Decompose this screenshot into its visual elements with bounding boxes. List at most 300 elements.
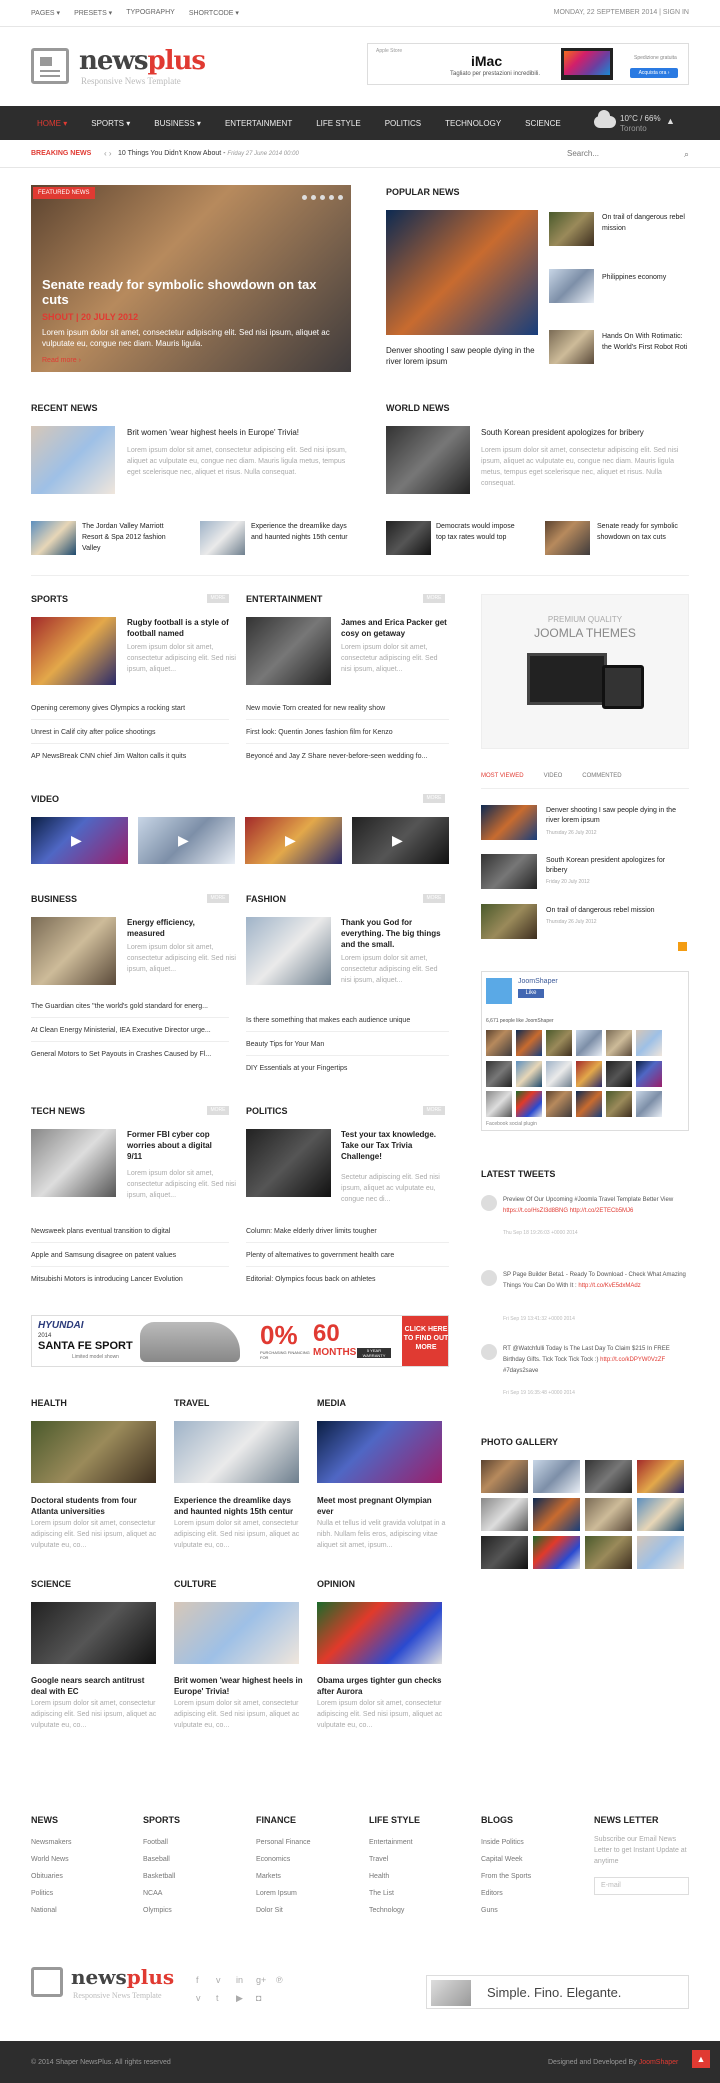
featured-slider[interactable] — [31, 185, 351, 372]
footer-link[interactable]: Politics — [31, 1890, 54, 1897]
divider — [31, 1242, 229, 1243]
entertainment-head[interactable]: James and Erica Packer get cosy on getaway — [341, 618, 447, 638]
travel-image[interactable] — [174, 1421, 299, 1483]
footer-col-news — [31, 1815, 71, 1919]
business-title: BUSINESS — [31, 894, 78, 904]
newspaper-icon — [31, 1967, 63, 1997]
fan-avatar[interactable] — [546, 1091, 572, 1117]
sports-head[interactable]: Rugby football is a style of football named — [127, 618, 229, 638]
ad-shipping: Spedizione gratuita — [634, 55, 677, 61]
divider — [246, 743, 449, 744]
fan-avatar[interactable] — [486, 1091, 512, 1117]
footer-link[interactable]: Baseball — [143, 1856, 170, 1863]
recent-title: RECENT NEWS — [31, 403, 98, 413]
politics-list-3[interactable]: Editorial: Olympics focus back on athletes — [246, 1276, 376, 1283]
popular-thumb-3[interactable] — [549, 330, 594, 364]
googleplus-icon[interactable]: g+ — [256, 1975, 267, 1985]
footer-logo-tagline: Responsive News Template — [73, 1991, 162, 2000]
business-image[interactable] — [31, 917, 116, 985]
nav-business[interactable]: BUSINESS ▾ — [154, 118, 201, 128]
business-list-1[interactable]: The Guardian cites "the world's gold standard for energ... — [31, 1003, 208, 1010]
footer-link[interactable]: NCAA — [143, 1890, 163, 1897]
back-to-top-button[interactable]: ▲ — [692, 2050, 710, 2068]
travel-head[interactable]: Experience the dreamlike days and haunted nights 15th centur — [174, 1496, 294, 1516]
sports-more-button[interactable]: MORE — [207, 594, 229, 603]
sports-list-3[interactable]: AP NewsBreak CNN chief Jim Walton calls it quits — [31, 753, 187, 760]
politics-head[interactable]: Test your tax knowledge. Take our Tax Trivia Challenge! — [341, 1130, 436, 1161]
divider — [31, 743, 229, 744]
play-icon[interactable]: ▶ — [285, 832, 296, 848]
copyright-bar — [0, 2041, 720, 2083]
gallery-photo[interactable] — [585, 1460, 632, 1493]
video-thumb-3[interactable] — [245, 817, 342, 864]
mv-date-1: Thursday 26 July 2012 — [546, 830, 597, 836]
health-title: HEALTH — [31, 1398, 67, 1408]
fan-avatar[interactable] — [546, 1061, 572, 1087]
play-icon[interactable]: ▶ — [71, 832, 82, 848]
entertainment-title: ENTERTAINMENT — [246, 594, 323, 604]
joomshaper-avatar — [486, 978, 512, 1004]
newsletter-title: NEWS LETTER — [594, 1815, 659, 1825]
nav-science[interactable]: SCIENCE — [525, 118, 561, 128]
logo-tagline: Responsive News Template — [81, 76, 181, 86]
ad-months-sub: MONTHS — [313, 1347, 357, 1358]
weather-city: Toronto — [620, 124, 647, 133]
tweet-time: Fri Sep 19 13:41:32 +0000 2014 — [503, 1316, 575, 1322]
newsletter-email-input[interactable]: E-mail — [594, 1877, 689, 1895]
travel-title: TRAVEL — [174, 1398, 210, 1408]
fan-avatar[interactable] — [486, 1061, 512, 1087]
business-more-button[interactable]: MORE — [207, 894, 229, 903]
footer-banner-ad[interactable] — [426, 1975, 689, 2009]
top-menu — [31, 9, 239, 17]
pinterest-icon[interactable]: ℗ — [276, 1975, 283, 1985]
twitter-icon — [481, 1195, 497, 1211]
video-thumb-1[interactable] — [31, 817, 128, 864]
mv-thumb-3[interactable] — [481, 904, 537, 939]
fan-avatar[interactable] — [636, 1030, 662, 1056]
newsletter-desc: Subscribe our Email News Letter to get Instant Update at anytime — [594, 1836, 687, 1865]
mv-thumb-1[interactable] — [481, 805, 537, 840]
tech-title: TECH NEWS — [31, 1106, 85, 1116]
instagram-icon[interactable]: ◘ — [256, 1993, 262, 2003]
recent-sub-1[interactable]: The Jordan Valley Marriott Resort & Spa 2012 fashion Valley — [82, 523, 166, 552]
monitor-image — [527, 653, 607, 705]
fashion-more-button[interactable]: MORE — [423, 894, 445, 903]
recent-desc: Lorem ipsum dolor sit amet, consectetur adipiscing elit. Sed nisi ipsum, aliquet ac vulputate eu, congue nec diam. Mauris ligula metus, tempus eget scelerisque nec, aliquet et risus. Nulla consequat. — [127, 447, 347, 476]
search-input[interactable]: Search... — [567, 149, 600, 158]
world-head[interactable]: South Korean president apologizes for bribery — [481, 428, 644, 437]
mv-item-3[interactable]: On trail of dangerous rebel mission — [546, 907, 655, 914]
recent-thumb-2[interactable] — [200, 521, 245, 555]
gallery-photo[interactable] — [533, 1536, 580, 1569]
tumblr-icon[interactable]: t — [216, 1993, 219, 2003]
popular-main-title[interactable]: Denver shooting I saw people dying in the river lorem ipsum — [386, 346, 535, 366]
featured-title[interactable]: Senate ready for symbolic showdown on tax cuts — [42, 277, 317, 307]
science-head[interactable]: Google nears search antitrust deal with EC — [31, 1676, 145, 1696]
gallery-photo[interactable] — [585, 1536, 632, 1569]
tweet-time: Fri Sep 19 16:35:48 +0000 2014 — [503, 1390, 575, 1396]
fashion-list-2[interactable]: Beauty Tips for Your Man — [246, 1041, 325, 1048]
world-thumb-1[interactable] — [386, 521, 431, 555]
date-signin[interactable]: MONDAY, 22 SEPTEMBER 2014 | SIGN IN — [553, 9, 689, 16]
featured-date: SHOUT | 20 JULY 2012 — [42, 312, 139, 322]
divider — [31, 1041, 229, 1042]
footer-link[interactable]: Technology — [369, 1907, 405, 1914]
world-thumb-2[interactable] — [545, 521, 590, 555]
nav-lifestyle[interactable]: LIFE STYLE — [316, 118, 361, 128]
popular-thumb-1[interactable] — [549, 212, 594, 246]
business-desc: Lorem ipsum dolor sit amet, consectetur adipiscing elit. Sed nisi ipsum, aliquet... — [127, 944, 236, 973]
gallery-photo[interactable] — [637, 1498, 684, 1531]
media-head[interactable]: Meet most pregnant Olympian ever — [317, 1496, 432, 1516]
tweet-text: SP Page Builder Beta1 - Ready To Download - Check What Amazing Things You Can Do With It : http://t.co/KvE5dxMAdz — [503, 1272, 686, 1289]
divider — [246, 1266, 449, 1267]
fb-like-count: 6,671 people like JoomShaper — [486, 1018, 554, 1024]
breaking-nav-arrows[interactable]: ‹ › — [104, 149, 112, 158]
fan-avatar[interactable] — [516, 1061, 542, 1087]
footer-newsletter — [594, 1815, 689, 1895]
imac-image — [561, 48, 613, 80]
tweet-text: Preview Of Our Upcoming #Joomla Travel Template Better View https://t.co/HsZI3d8BNG http://t.co/2ETECb5MJ6 — [503, 1197, 674, 1214]
nav-politics[interactable]: POLITICS — [384, 118, 422, 128]
joomshaper-link[interactable]: JoomShaper — [638, 2059, 679, 2066]
footer-link[interactable]: National — [31, 1907, 57, 1914]
sidebar-tabs — [481, 773, 689, 789]
science-image[interactable] — [31, 1602, 156, 1664]
fb-plugin-label: Facebook social plugin — [486, 1121, 537, 1127]
footer-link[interactable]: Basketball — [143, 1873, 176, 1880]
opinion-head[interactable]: Obama urges tighter gun checks after Aurora — [317, 1676, 442, 1696]
linkedin-icon[interactable]: in — [236, 1975, 244, 1985]
fashion-head[interactable]: Thank you God for everything. The big things and the small. — [341, 918, 441, 949]
fb-fans-grid — [486, 1030, 666, 1118]
opinion-image[interactable] — [317, 1602, 442, 1664]
mv-thumb-2[interactable] — [481, 854, 537, 889]
tablet-image — [602, 665, 644, 709]
divider — [31, 1266, 229, 1267]
top-bar — [0, 0, 720, 27]
footer-link[interactable]: Travel — [369, 1856, 389, 1863]
promo-line-2: JOOMLA THEMES — [534, 626, 636, 640]
rss-icon[interactable] — [678, 942, 687, 951]
gallery-photo[interactable] — [481, 1460, 528, 1493]
tech-desc: Lorem ipsum dolor sit amet, consectetur adipiscing elit. Sed nisi ipsum, aliquet... — [127, 1170, 236, 1199]
footer-ad-text: Simple. Fino. Elegante. — [487, 1985, 622, 2000]
footer-col-title: FINANCE — [256, 1815, 296, 1825]
featured-readmore[interactable]: Read more › — [42, 357, 81, 364]
featured-badge: FEATURED NEWS — [33, 187, 95, 199]
sports-image[interactable] — [31, 617, 116, 685]
weather-temp: 10°C / 66% — [620, 114, 661, 123]
business-head[interactable]: Energy efficiency, measured — [127, 918, 195, 938]
nav-technology[interactable]: TECHNOLOGY — [445, 118, 502, 128]
footer-col-title: SPORTS — [143, 1815, 181, 1825]
health-desc: Lorem ipsum dolor sit amet, consectetur adipiscing elit. Sed nisi ipsum, aliquet ac vulputate eu, co... — [31, 1520, 157, 1549]
footer-col-finance — [256, 1815, 310, 1919]
sports-list-1[interactable]: Opening ceremony gives Olympics a rocking start — [31, 705, 186, 712]
fb-like-button[interactable]: Like — [518, 989, 544, 998]
popular-item-2[interactable]: Philippines economy — [602, 274, 667, 281]
tech-list-1[interactable]: Newsweek plans eventual transition to digital — [31, 1228, 171, 1235]
footer-link[interactable]: Lorem Ipsum — [256, 1890, 297, 1897]
video-more-button[interactable]: MORE — [423, 794, 445, 803]
logo[interactable] — [31, 44, 231, 90]
facebook-like-box[interactable] — [481, 971, 689, 1131]
footer-col-title: NEWS — [31, 1815, 58, 1825]
top-menu-presets[interactable]: PRESETS ▾ — [74, 10, 113, 17]
fan-avatar[interactable] — [546, 1030, 572, 1056]
popular-main-image[interactable] — [386, 210, 538, 335]
ad-limited: Limited model shown — [72, 1354, 119, 1360]
media-desc: Nulla et tellus id velit gravida volutpat in a nibh. Nullam felis eros, adipiscing vitae aliquet sit amet, ipsum... — [317, 1520, 446, 1549]
video-thumb-4[interactable] — [352, 817, 449, 864]
breaking-headline[interactable]: 10 Things You Didn't Know About - Friday 27 June 2014 00:00 — [118, 150, 299, 157]
tweet-text: RT @Watchfulli Today Is The Last Day To Claim $215 In FREE Birthday Gifts. Tick Tock Tick Tock :) http://t.co/kDPYW0VzZF #7days2save — [503, 1346, 670, 1374]
recent-thumb-1[interactable] — [31, 521, 76, 555]
footer-link[interactable]: Newsmakers — [31, 1839, 72, 1846]
footer-logo-text: newsplus — [71, 1965, 175, 1989]
footer-col-lifestyle — [369, 1815, 420, 1919]
play-icon[interactable]: ▶ — [178, 832, 189, 848]
gallery-photo[interactable] — [637, 1460, 684, 1493]
popular-item-1[interactable]: On trail of dangerous rebel mission — [602, 214, 685, 232]
world-main-image[interactable] — [386, 426, 470, 494]
divider — [246, 1242, 449, 1243]
fan-avatar[interactable] — [606, 1061, 632, 1087]
popular-item-3[interactable]: Hands On With Rotimatic: the World's First Robot Roti — [602, 333, 688, 351]
video-title: VIDEO — [31, 794, 60, 804]
mv-item-1[interactable]: Denver shooting I saw people dying in the river lorem ipsum — [546, 807, 676, 824]
play-icon[interactable]: ▶ — [392, 832, 403, 848]
footer-link[interactable]: Football — [143, 1839, 168, 1846]
gallery-photo[interactable] — [585, 1498, 632, 1531]
social-icons — [196, 1975, 296, 2004]
tweets-title: LATEST TWEETS — [481, 1169, 556, 1179]
divider — [246, 1031, 449, 1032]
footer-link[interactable]: Economics — [256, 1856, 291, 1863]
business-list-3[interactable]: General Motors to Set Payouts in Crashes Caused by Fl... — [31, 1051, 212, 1058]
fan-avatar[interactable] — [516, 1091, 542, 1117]
politics-list-1[interactable]: Column: Make elderly driver limits tougher — [246, 1228, 377, 1235]
recent-main-image[interactable] — [31, 426, 115, 494]
gallery-title: PHOTO GALLERY — [481, 1437, 559, 1447]
footer-link[interactable]: Inside Politics — [481, 1839, 524, 1846]
culture-title: CULTURE — [174, 1579, 217, 1589]
politics-desc: Sectetur adipiscing elit. Sed nisi ipsum, aliquet ac vulputate eu, congue nec di... — [341, 1174, 440, 1203]
divider — [31, 1017, 229, 1018]
ad-model: SANTA FE SPORT — [38, 1340, 133, 1352]
footer-link[interactable]: Entertainment — [369, 1839, 413, 1846]
ad-cta-button[interactable]: CLICK HERE TO FIND OUT MORE — [402, 1316, 449, 1367]
ad-hyundai-brand: HYUNDAI — [38, 1320, 84, 1331]
footer-link[interactable]: Markets — [256, 1873, 281, 1880]
business-list-2[interactable]: At Clean Energy Ministerial, IEA Executive Director urge... — [31, 1027, 211, 1034]
footer-link[interactable]: Guns — [481, 1907, 498, 1914]
entertainment-list-1[interactable]: New movie Torn created for new reality show — [246, 705, 386, 712]
entertainment-list-2[interactable]: First look: Quentin Jones fashion film for Kenzo — [246, 729, 393, 736]
culture-head[interactable]: Brit women 'wear highest heels in Europe' Trivia! — [174, 1676, 303, 1696]
fan-avatar[interactable] — [636, 1091, 662, 1117]
popular-title: POPULAR NEWS — [386, 187, 460, 197]
logo-text: newsplus — [79, 46, 206, 76]
caret-up-icon[interactable]: ▲ — [666, 116, 675, 126]
youtube-icon[interactable]: ▶ — [236, 1993, 243, 2003]
footer-link[interactable]: Obituaries — [31, 1873, 63, 1880]
recent-head[interactable]: Brit women 'wear highest heels in Europe' Trivia! — [127, 428, 300, 437]
footer-link[interactable]: World News — [31, 1856, 69, 1863]
tab-video[interactable]: VIDEO — [543, 773, 563, 779]
footer-link[interactable]: The List — [369, 1890, 394, 1897]
sports-title: SPORTS — [31, 594, 69, 604]
top-menu-pages[interactable]: PAGES ▾ — [31, 10, 61, 17]
mv-item-2[interactable]: South Korean president apologizes for bribery — [546, 857, 666, 874]
media-image[interactable] — [317, 1421, 442, 1483]
footer-logo[interactable] — [31, 1965, 181, 2005]
ad-percent-sub: PURCHASING FINANCING FOR — [260, 1350, 310, 1360]
nav-entertainment[interactable]: ENTERTAINMENT — [224, 118, 293, 128]
tech-head[interactable]: Former FBI cyber cop worries about a digital 9/11 — [127, 1130, 212, 1161]
opinion-desc: Lorem ipsum dolor sit amet, consectetur adipiscing elit. Sed nisi ipsum, aliquet ac vulputate eu, co... — [317, 1700, 443, 1729]
tech-more-button[interactable]: MORE — [207, 1106, 229, 1115]
opinion-title: OPINION — [317, 1579, 356, 1589]
joomla-themes-promo[interactable] — [481, 594, 689, 749]
mv-date-2: Friday 20 July 2012 — [546, 879, 590, 885]
recent-sub-2[interactable]: Experience the dreamlike days and haunted nights 15th centur — [251, 523, 348, 541]
fashion-desc: Lorem ipsum dolor sit amet, consectetur adipiscing elit. Sed nisi ipsum, aliquet... — [341, 955, 438, 984]
gallery-photo[interactable] — [481, 1536, 528, 1569]
search-box[interactable] — [567, 149, 689, 158]
popular-thumb-2[interactable] — [549, 269, 594, 303]
twitter-icon — [481, 1344, 497, 1360]
copyright-text: © 2014 Shaper NewsPlus. All rights reserved — [31, 2059, 171, 2066]
fashion-list-1[interactable]: Is there something that makes each audience unique — [246, 1017, 411, 1024]
ad-subtitle: Tagliato per prestazioni incredibili. — [450, 71, 541, 77]
ad-year: 2014 — [38, 1333, 52, 1339]
fan-avatar[interactable] — [606, 1091, 632, 1117]
ad-months: 60 — [313, 1320, 340, 1347]
top-menu-typography[interactable]: TYPOGRAPHY — [126, 9, 175, 16]
car-image — [140, 1322, 240, 1362]
media-title: MEDIA — [317, 1398, 346, 1408]
ad-warranty: 5 YEAR WARRANTY — [357, 1348, 391, 1358]
twitter-icon[interactable]: v — [216, 1975, 221, 1985]
world-sub-1[interactable]: Democrats would impose top tax rates would top — [436, 523, 515, 541]
fb-page-name[interactable]: JoomShaper — [518, 978, 558, 985]
entertainment-image[interactable] — [246, 617, 331, 685]
divider — [246, 719, 449, 720]
featured-desc: Lorem ipsum dolor sit amet, consectetur adipiscing elit. Sed nisi ipsum, aliquet ac vulputate eu, congue nec diam. Mauris ligula. — [42, 328, 330, 348]
entertainment-list-3[interactable]: Beyoncé and Jay Z Share never-before-seen wedding fo... — [246, 753, 428, 760]
main-nav — [0, 106, 720, 140]
tech-image[interactable] — [31, 1129, 116, 1197]
hyundai-banner-ad[interactable] — [31, 1315, 449, 1367]
weather-widget — [590, 110, 690, 136]
vimeo-icon[interactable]: v — [196, 1993, 201, 2003]
photo-gallery — [481, 1460, 689, 1569]
health-head[interactable]: Doctoral students from four Atlanta universities — [31, 1496, 137, 1516]
fan-avatar[interactable] — [636, 1061, 662, 1087]
mv-date-3: Thursday 26 July 2012 — [546, 919, 597, 925]
fan-avatar[interactable] — [576, 1061, 602, 1087]
facebook-icon[interactable]: f — [196, 1975, 199, 1985]
world-desc: Lorem ipsum dolor sit amet, consectetur adipiscing elit. Sed nisi ipsum, aliquet ac vulputate eu, congue nec diam. Mauris ligula metus, tempus eget scelerisque nec, aliquet et risus. Nulla consequat. — [481, 447, 679, 487]
tab-most-viewed[interactable]: MOST VIEWED — [481, 773, 524, 779]
divider — [31, 719, 229, 720]
culture-image[interactable] — [174, 1602, 299, 1664]
footer-link[interactable]: Personal Finance — [256, 1839, 311, 1846]
tab-commented[interactable]: COMMENTED — [582, 773, 622, 779]
top-banner-ad[interactable] — [367, 43, 689, 85]
politics-list-2[interactable]: Plenty of alternatives to government health care — [246, 1252, 395, 1259]
politics-more-button[interactable]: MORE — [423, 1106, 445, 1115]
health-image[interactable] — [31, 1421, 156, 1483]
ad-title: iMac — [471, 53, 503, 69]
footer-link[interactable]: Capital Week — [481, 1856, 523, 1863]
nav-sports[interactable]: SPORTS ▾ — [91, 118, 131, 128]
slider-dots[interactable] — [302, 195, 343, 200]
sports-list-2[interactable]: Unrest in Calif city after police shootings — [31, 729, 156, 736]
footer-link[interactable]: From the Sports — [481, 1873, 532, 1880]
sports-desc: Lorem ipsum dolor sit amet, consectetur adipiscing elit. Sed nisi ipsum, aliquet... — [127, 644, 236, 673]
world-title: WORLD NEWS — [386, 403, 450, 413]
fan-avatar[interactable] — [576, 1030, 602, 1056]
nav-home[interactable]: HOME ▾ — [37, 118, 68, 128]
tech-list-3[interactable]: Mitsubishi Motors is introducing Lancer Evolution — [31, 1276, 183, 1283]
science-title: SCIENCE — [31, 1579, 72, 1589]
gallery-photo[interactable] — [533, 1498, 580, 1531]
breaking-label: BREAKING NEWS — [31, 150, 92, 157]
fan-avatar[interactable] — [576, 1091, 602, 1117]
footer-link[interactable]: Editors — [481, 1890, 503, 1897]
gallery-photo[interactable] — [637, 1536, 684, 1569]
footer-link[interactable]: Dolor Sit — [256, 1907, 283, 1914]
ad-apple-store: Apple Store — [376, 48, 403, 54]
gallery-photo[interactable] — [481, 1498, 528, 1531]
top-menu-shortcode[interactable]: SHORTCODE ▾ — [188, 10, 239, 17]
footer-col-title: BLOGS — [481, 1815, 514, 1825]
entertainment-more-button[interactable]: MORE — [423, 594, 445, 603]
footer-col-blogs — [481, 1815, 531, 1919]
footer-col-sports — [143, 1815, 180, 1919]
gallery-photo[interactable] — [533, 1460, 580, 1493]
science-desc: Lorem ipsum dolor sit amet, consectetur adipiscing elit. Sed nisi ipsum, aliquet ac vulputate eu, co... — [31, 1700, 157, 1729]
tech-list-2[interactable]: Apple and Samsung disagree on patent values — [31, 1252, 177, 1259]
newspaper-icon — [31, 48, 69, 84]
tweet-time: Thu Sep 18 19:26:03 +0000 2014 — [503, 1230, 578, 1236]
politics-image[interactable] — [246, 1129, 331, 1197]
designed-by: Designed and Developed By JoomShaper — [548, 2059, 679, 2066]
video-thumb-2[interactable] — [138, 817, 235, 864]
fan-avatar[interactable] — [486, 1030, 512, 1056]
fashion-title: FASHION — [246, 894, 287, 904]
ad-buy-button[interactable]: Acquista ora › — [630, 68, 678, 78]
footer-link[interactable]: Health — [369, 1873, 390, 1880]
search-icon[interactable]: ⌕ — [683, 149, 689, 159]
footer-link[interactable]: Olympics — [143, 1907, 172, 1914]
fan-avatar[interactable] — [516, 1030, 542, 1056]
travel-desc: Lorem ipsum dolor sit amet, consectetur adipiscing elit. Sed nisi ipsum, aliquet ac vulputate eu, co... — [174, 1520, 300, 1549]
fashion-list-3[interactable]: DIY Essentials at your Fingertips — [246, 1065, 348, 1072]
fashion-image[interactable] — [246, 917, 331, 985]
twitter-icon — [481, 1270, 497, 1286]
culture-desc: Lorem ipsum dolor sit amet, consectetur adipiscing elit. Sed nisi ipsum, aliquet ac vulputate eu, co... — [174, 1700, 300, 1729]
footer-col-title: LIFE STYLE — [369, 1815, 421, 1825]
fan-avatar[interactable] — [606, 1030, 632, 1056]
world-sub-2[interactable]: Senate ready for symbolic showdown on tax cuts — [597, 523, 678, 541]
politics-title: POLITICS — [246, 1106, 288, 1116]
ad-percent: 0% — [260, 1320, 298, 1350]
